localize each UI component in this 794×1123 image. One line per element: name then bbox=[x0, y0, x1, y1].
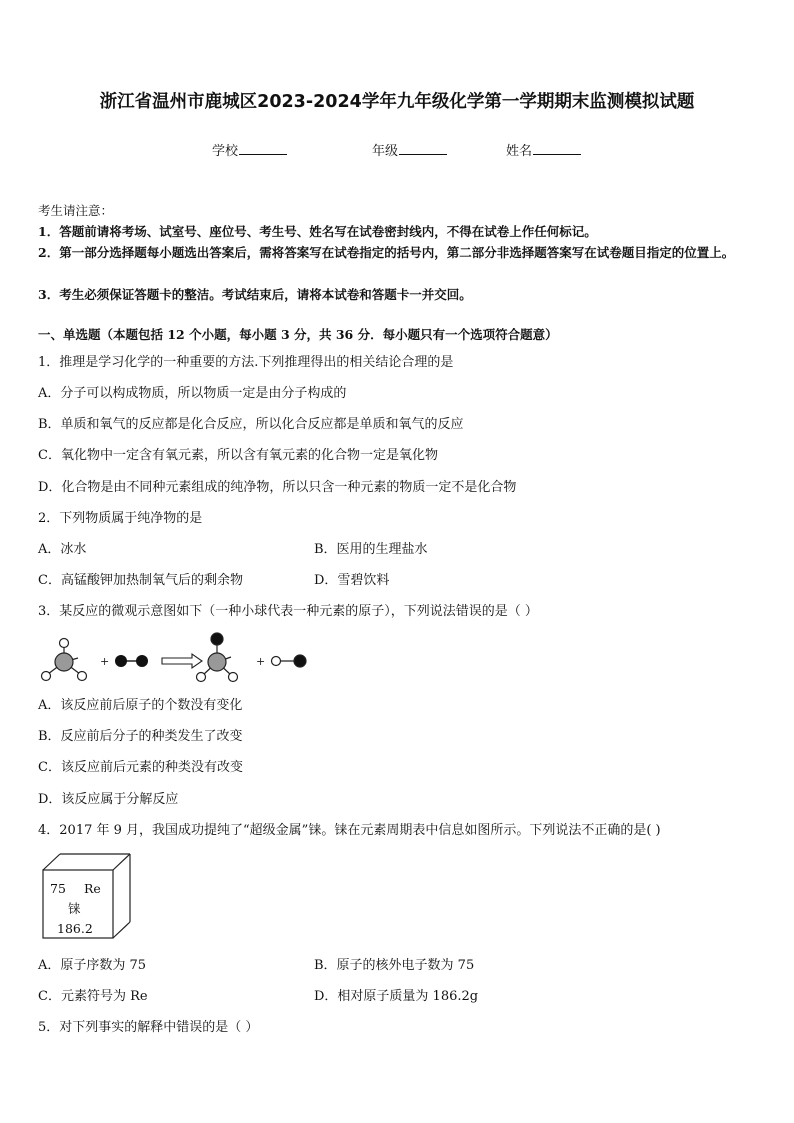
element-name: 铼 bbox=[68, 901, 81, 916]
q2-option-a: A．冰水 bbox=[38, 542, 87, 557]
atomic-mass: 186.2 bbox=[57, 921, 93, 936]
plus-sign-2: + bbox=[256, 655, 266, 668]
q2-option-b: B．医用的生理盐水 bbox=[314, 542, 428, 557]
q1-option-d: D．化合物是由不同种元素组成的纯净物，所以只含一种元素的物质一定不是化合物 bbox=[38, 480, 517, 495]
notice-item-2: 2．第一部分选择题每小题选出答案后，需将答案写在试卷指定的括号内，第二部分非选择题答案写在试卷题目指定的位置上。 bbox=[38, 245, 735, 260]
name-label: 姓名 bbox=[506, 144, 533, 159]
q4-option-a: A．原子序数为 75 bbox=[38, 958, 147, 973]
reaction-diagram bbox=[36, 630, 326, 692]
school-label: 学校 bbox=[212, 144, 239, 159]
notice-heading: 考生请注意： bbox=[38, 203, 114, 218]
product-molecule-1 bbox=[197, 633, 238, 682]
q1-option-c: C．氧化物中一定含有氧元素，所以含有氧元素的化合物一定是氧化物 bbox=[38, 448, 438, 463]
notice-item-3: 3．考生必须保证答题卡的整洁。考试结束后，请将本试卷和答题卡一并交回。 bbox=[38, 287, 472, 302]
q4-stem: 4．2017 年 9 月，我国成功提纯了“超级金属”铼。铼在元素周期表中信息如图所示。下列说法不正确的是( ) bbox=[38, 823, 661, 838]
grade-blank bbox=[399, 142, 447, 155]
plus-sign-1: + bbox=[100, 655, 110, 668]
q5-stem: 5．对下列事实的解释中错误的是（ ） bbox=[38, 1020, 259, 1035]
q2-option-d: D．雪碧饮料 bbox=[314, 573, 390, 588]
q1-stem: 1．推理是学习化学的一种重要的方法.下列推理得出的相关结论合理的是 bbox=[38, 355, 454, 370]
school-field bbox=[212, 140, 287, 159]
element-card-rhenium bbox=[38, 850, 138, 942]
q1-option-a: A．分子可以构成物质，所以物质一定是由分子构成的 bbox=[38, 386, 347, 401]
element-symbol: Re bbox=[84, 881, 101, 896]
page-title: 浙江省温州市鹿城区2023-2024学年九年级化学第一学期期末监测模拟试题 bbox=[99, 92, 695, 112]
q1-option-b: B．单质和氧气的反应都是化合反应，所以化合反应都是单质和氧气的反应 bbox=[38, 417, 464, 432]
grade-field bbox=[372, 140, 447, 159]
reactant-molecule-2 bbox=[115, 655, 148, 667]
name-blank bbox=[533, 142, 581, 155]
reaction-arrow-icon bbox=[162, 654, 202, 668]
product-molecule-2 bbox=[272, 655, 307, 667]
q4-option-c: C．元素符号为 Re bbox=[38, 989, 148, 1004]
q3-option-d: D．该反应属于分解反应 bbox=[38, 792, 179, 807]
q3-stem: 3．某反应的微观示意图如下（一种小球代表一种元素的原子），下列说法错误的是（ ） bbox=[38, 604, 538, 619]
reactant-molecule-1 bbox=[42, 639, 87, 681]
section-heading: 一、单选题（本题包括 12 个小题，每小题 3 分，共 36 分．每小题只有一个选项符合题意） bbox=[38, 327, 558, 342]
school-blank bbox=[239, 142, 287, 155]
q4-option-d: D．相对原子质量为 186.2g bbox=[314, 989, 479, 1004]
q4-option-b: B．原子的核外电子数为 75 bbox=[314, 958, 475, 973]
q2-stem: 2．下列物质属于纯净物的是 bbox=[38, 511, 203, 526]
q3-option-b: B．反应前后分子的种类发生了改变 bbox=[38, 729, 243, 744]
name-field bbox=[506, 140, 581, 159]
q3-option-c: C．该反应前后元素的种类没有改变 bbox=[38, 760, 243, 775]
q2-option-c: C．高锰酸钾加热制氧气后的剩余物 bbox=[38, 573, 243, 588]
notice-item-1: 1．答题前请将考场、试室号、座位号、考生号、姓名写在试卷密封线内，不得在试卷上作任何标记。 bbox=[38, 224, 597, 239]
atomic-number: 75 bbox=[50, 881, 66, 896]
q3-option-a: A．该反应前后原子的个数没有变化 bbox=[38, 698, 243, 713]
grade-label: 年级 bbox=[372, 144, 399, 159]
